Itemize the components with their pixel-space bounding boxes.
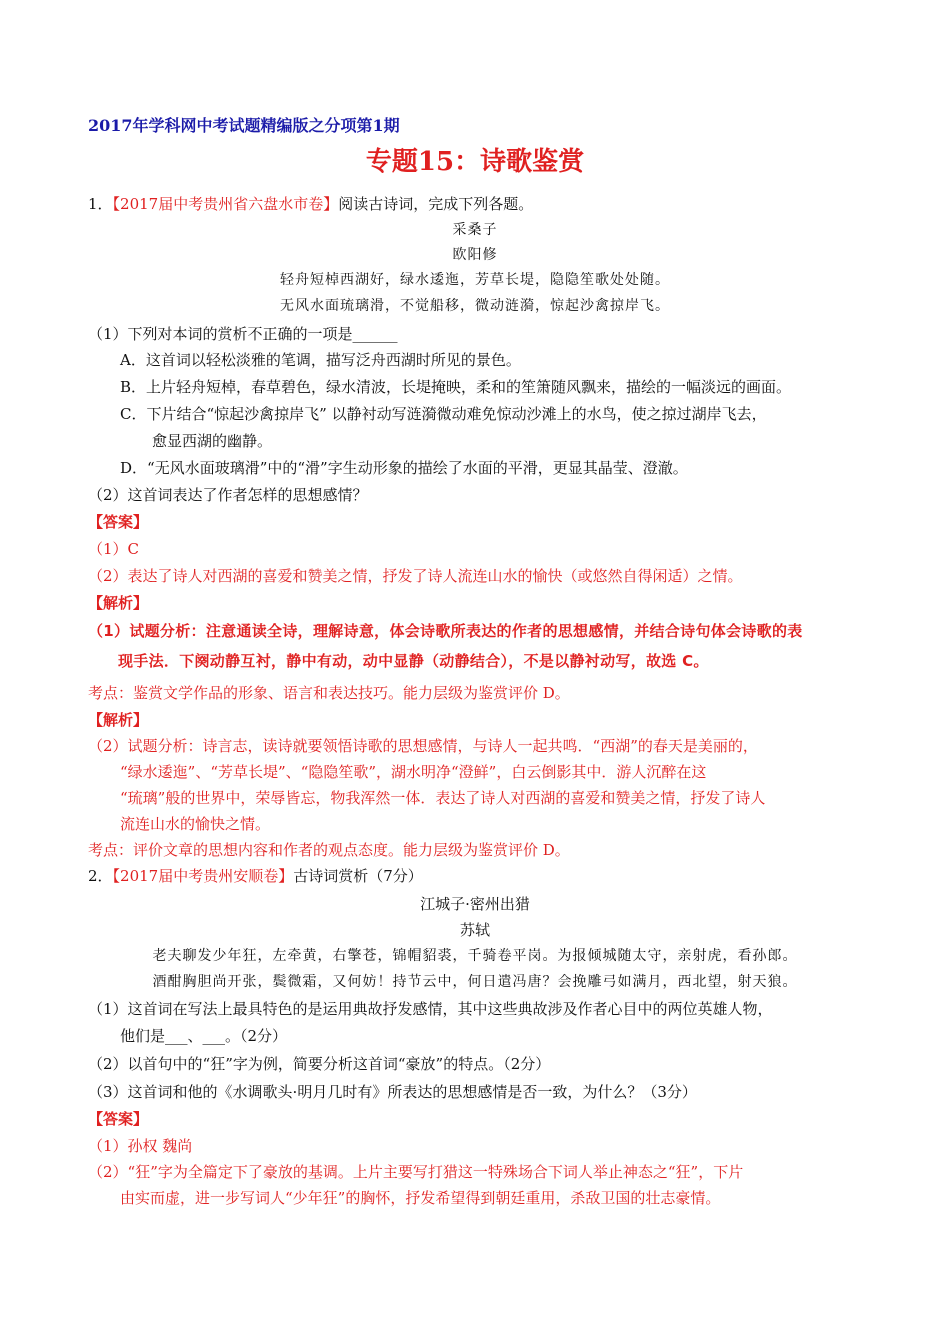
poem-title: 江城子·密州出猎: [420, 895, 530, 913]
question-source: 【2017届中考贵州省六盘水市卷】: [112, 195, 339, 213]
answer-1: （1）C: [88, 540, 140, 558]
poem-author: 欧阳修: [452, 247, 498, 263]
subquestion-2: （2）这首词表达了作者怎样的思想感情？: [88, 486, 368, 504]
kaodian-1: 考点：鉴赏文学作品的形象、语言和表达技巧。能力层级为鉴赏评价 D。: [88, 684, 570, 702]
analysis-1-line: （1）试题分析：注意通读全诗，理解诗意，体会诗歌所表达的作者的思想感情，并结合诗句体会诗歌的表: [88, 622, 803, 640]
poem-line: 酒酣胸胆尚开张，鬓微霜，又何妨！持节云中，何日遣冯唐？会挽雕弓如满月，西北望，射天狼。: [152, 974, 798, 990]
option-a: A．这首词以轻松淡雅的笔调，描写泛舟西湖时所见的景色。: [120, 351, 521, 369]
series-title: 2017年学科网中考试题精编版之分项第1期: [88, 116, 400, 135]
kaodian-2: 考点：评价文章的思想内容和作者的观点态度。能力层级为鉴赏评价 D。: [88, 841, 570, 859]
question-number: 1．: [88, 195, 113, 213]
poem-line: 老夫聊发少年狂，左牵黄，右擎苍，锦帽貂裘，千骑卷平岗。为报倾城随太守，亲射虎，看孙郎。: [152, 948, 798, 964]
subquestion-3: （3）这首词和他的《水调歌头·明月几时有》所表达的思想感情是否一致，为什么？（3分）: [88, 1083, 697, 1101]
question-number: 2．: [88, 867, 113, 885]
option-c-continued: 愈显西湖的幽静。: [152, 432, 273, 450]
subquestion-1: （1）这首词在写法上最具特色的是运用典故抒发感情，其中这些典故涉及作者心目中的两位英雄人物，: [88, 1000, 773, 1018]
poem-author: 苏轼: [459, 921, 490, 939]
option-c: C．下片结合“惊起沙禽掠岸飞” 以静衬动写涟漪微动难免惊动沙滩上的水鸟，使之掠过湖岸飞去，: [120, 405, 767, 423]
poem-title: 采桑子: [452, 222, 498, 238]
question-prompt: 古诗词赏析（7分）: [293, 867, 423, 885]
subquestion-2: （2）以首句中的“狂”字为例，简要分析这首词“豪放”的特点。（2分）: [88, 1055, 551, 1073]
analysis-label: 【解析】: [88, 594, 149, 612]
analysis-2-line: （2）试题分析：诗言志，读诗就要领悟诗歌的思想感情，与诗人一起共鸣．“西湖”的春天是美丽的，: [88, 737, 758, 755]
analysis-1-line: 现手法．下阕动静互衬，静中有动，动中显静（动静结合），不是以静衬动写，故选 C。: [118, 652, 709, 670]
question-prompt: 阅读古诗词，完成下列各题。: [338, 195, 534, 213]
answer-label: 【答案】: [88, 1110, 149, 1128]
answer-1: （1）孙权 魏尚: [88, 1137, 193, 1155]
answer-label: 【答案】: [88, 513, 149, 531]
analysis-2-line: 流连山水的愉快之情。: [120, 815, 271, 833]
subquestion-1-continued: 他们是___、___。（2分）: [120, 1027, 288, 1045]
answer-2: （2）表达了诗人对西湖的喜爱和赞美之情，抒发了诗人流连山水的愉快（或悠然自得闲适）之情。: [88, 567, 743, 585]
analysis-label-2: 【解析】: [88, 711, 149, 729]
answer-2: （2）“狂”字为全篇定下了豪放的基调。上片主要写打猎这一特殊场合下词人举止神态之“狂”，下片: [88, 1163, 744, 1181]
analysis-2-line: “绿水逶迤”、“芳草长堤”、“隐隐笙歌”，湖水明净“澄鲜”，白云倒影其中．游人沉醉在这: [120, 763, 707, 781]
poem-line: 轻舟短棹西湖好，绿水逶迤，芳草长堤，隐隐笙歌处处随。: [280, 272, 670, 288]
page-title: 专题15：诗歌鉴赏: [365, 147, 585, 177]
poem-line: 无风水面琉璃滑，不觉船移，微动涟漪，惊起沙禽掠岸飞。: [280, 298, 670, 314]
answer-2-continued: 由实而虚，进一步写词人“少年狂”的胸怀，抒发希望得到朝廷重用，杀敌卫国的壮志豪情。: [120, 1189, 721, 1207]
subquestion-1: （1）下列对本词的赏析不正确的一项是______: [88, 325, 398, 343]
question-1-header: [88, 194, 533, 214]
analysis-2-line: “琉璃”般的世界中，荣辱皆忘，物我浑然一体．表达了诗人对西湖的喜爱和赞美之情，抒发了诗人: [120, 789, 766, 807]
question-2-header: [88, 866, 423, 886]
option-b: B．上片轻舟短棹，春草碧色，绿水清波，长堤掩映，柔和的笙箫随风飘来，描绘的一幅淡远的画面。: [120, 378, 792, 396]
option-d: D．“无风水面玻璃滑”中的“滑”字生动形象的描绘了水面的平滑，更显其晶莹、澄澈。: [120, 459, 688, 477]
question-source: 【2017届中考贵州安顺卷】: [112, 867, 294, 885]
